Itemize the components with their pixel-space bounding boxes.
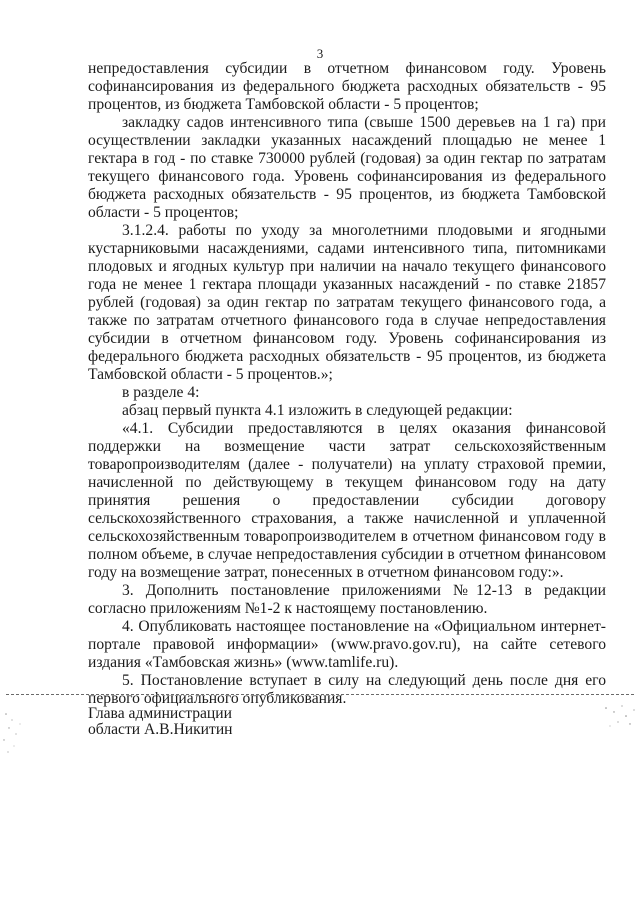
- paragraph-subsidy-level-1: непредоставления субсидии в отчетном финансовом году. Уровень софинансирования из федерального бюджета расходных обязательств - 95 процентов, из бюджета Тамбовской области - 5 процентов;: [88, 60, 606, 113]
- separator-line: [6, 694, 634, 695]
- scan-speckle-left: [0, 700, 40, 760]
- paragraph-item-3: 3. Дополнить постановление приложениями №12-13 в редакции согласно приложениям №1-2 к настоящему постановлению.: [88, 582, 606, 617]
- page-number: 3: [316, 46, 324, 61]
- paragraph-intensive-gardens: закладку садов интенсивного типа (свыше 1500 деревьев на 1 га) при осуществлении закладки указанных насаждений площадью не менее 1 гектара в год - по ставке 730000 рублей (годовая) за один гектар по затратам текущего финансового года. Уровень софинансирования из федерального бюджета расходных обязательств - 95 процентов, из бюджета Тамбовской области - 5 процентов;: [88, 114, 606, 221]
- signature-name: области А.В.Никитин: [88, 721, 233, 738]
- paragraph-item-4: 4. Опубликовать настоящее постановление на «Официальном интернет-портале правовой информации» (www.pravo.gov.ru), на сайте сетевого издания «Тамбовская жизнь» (www.tamlife.ru).: [88, 618, 606, 671]
- paragraph-section-4: в разделе 4:: [122, 384, 200, 401]
- signature-title: Глава администрации: [88, 705, 232, 722]
- document-body: [88, 60, 606, 708]
- paragraph-clause-4-1: «4.1. Субсидии предоставляются в целях оказания финансовой поддержки на возмещение части затрат сельскохозяйственным товаропроизводителям (далее - получатели) на уплату страховой премии, начисленной по действующему в текущем финансовом году на дату принятия решения о предоставлении субсидии договору сельскохозяйственного страхования, а также начисленной и уплаченной сельскохозяйственным товаропроизводителем в отчетном финансовом году в полном объеме, в случае непредоставления субсидии в отчетном финансовом году на возмещение затрат, понесенных в отчетном финансовом году:».: [88, 420, 606, 581]
- paragraph-clause-4-1-intro: абзац первый пункта 4.1 изложить в следующей редакции:: [122, 402, 513, 419]
- signature-block: [88, 706, 233, 738]
- paragraph-item-5: 5. Постановление вступает в силу на следующий день после дня его первого официального опубликования.: [88, 672, 606, 707]
- paragraph-3-1-2-4: 3.1.2.4. работы по уходу за многолетними плодовыми и ягодными кустарниковыми насаждениями, садами интенсивного типа, питомниками плодовых и ягодных культур при наличии на начало текущего финансового года не менее 1 гектара площади указанных насаждений - по ставке 21857 рублей (годовая) за один гектар по затратам текущего финансового года, а также по затратам отчетного финансового года в случае непредоставления субсидии в отчетном финансовом году. Уровень софинансирования из федерального бюджета расходных обязательств - 95 процентов, из бюджета Тамбовской области - 5 процентов.»;: [88, 222, 606, 383]
